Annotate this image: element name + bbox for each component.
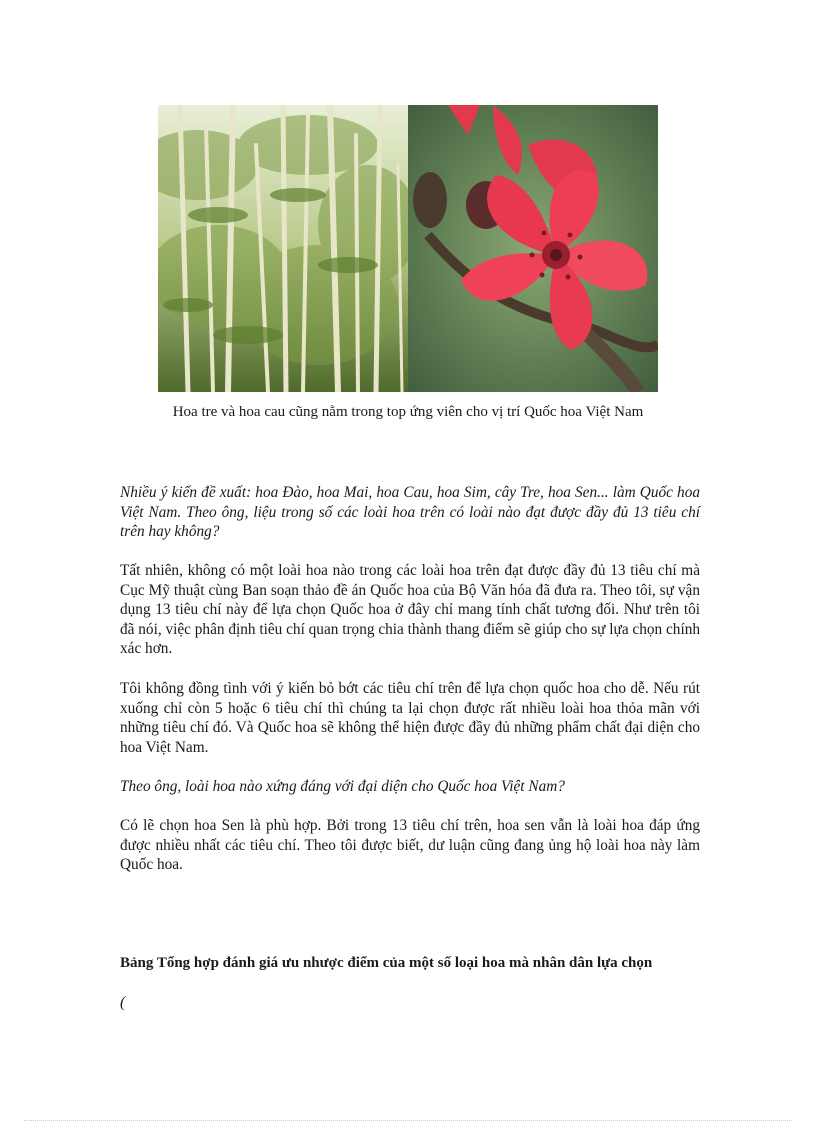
trailing-mark: ( xyxy=(120,994,126,1011)
question-1: Nhiều ý kiến đề xuất: hoa Đào, hoa Mai, hoa Cau, hoa Sim, cây Tre, hoa Sen... làm Quốc hoa Việt Nam. Theo ông, liệu trong số các loài hoa trên có loài nào đạt được đầy đủ 13 tiêu chí trên hay không? xyxy=(120,484,700,541)
table-heading: Bảng Tổng hợp đánh giá ưu nhược điểm của một số loại hoa mà nhân dân lựa chọn xyxy=(120,955,653,971)
answer-1: Tất nhiên, không có một loài hoa nào trong các loài hoa trên đạt được đầy đủ 13 tiêu chí mà Cục Mỹ thuật cùng Ban soạn thảo đề án Quốc hoa của Bộ Văn hóa đã đưa ra. Theo tôi, sự vận dụng 13 tiêu chí này để lựa chọn Quốc hoa ở đây chỉ mang tính chất tương đối. Như trên tôi đã nói, việc phân định tiêu chí quan trọng chia thành thang điểm sẽ giúp cho sự lựa chọn chính xác hơn. xyxy=(120,562,700,658)
answer-2: Tôi không đồng tình với ý kiến bỏ bớt các tiêu chí trên để lựa chọn quốc hoa cho dễ. Nếu rút xuống chỉ còn 5 hoặc 6 tiêu chí thì chúng ta lại chọn được rất nhiều loài hoa thỏa mãn với những tiêu chí đó. Và Quốc hoa sẽ không thể hiện được đầy đủ những phẩm chất đại diện cho hoa Việt Nam. xyxy=(120,680,700,756)
question-2: Theo ông, loài hoa nào xứng đáng với đại diện cho Quốc hoa Việt Nam? xyxy=(120,778,565,795)
figure-caption: Hoa tre và hoa cau cũng nằm trong top ứng viên cho vị trí Quốc hoa Việt Nam xyxy=(172,404,644,420)
figure xyxy=(158,105,658,392)
bamboo-photo xyxy=(158,105,408,392)
red-flower-photo xyxy=(408,105,658,392)
page-bottom-rule xyxy=(24,1120,792,1121)
answer-3: Có lẽ chọn hoa Sen là phù hợp. Bởi trong 13 tiêu chí trên, hoa sen vẫn là loài hoa đáp ứng được nhiều nhất các tiêu chí. Theo tôi được biết, dư luận cũng đang ủng hộ loài hoa này làm Quốc hoa. xyxy=(120,817,700,874)
